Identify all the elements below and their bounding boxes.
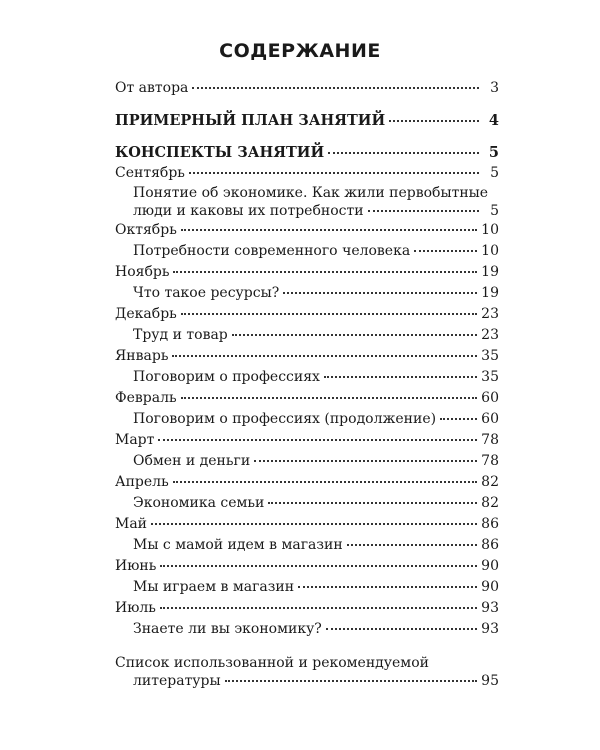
- toc-topic: [115, 241, 499, 262]
- toc-entry-title: Мы с мамой идем в магазин: [133, 537, 343, 553]
- toc-entry-page: 90: [481, 558, 499, 574]
- toc-topic: [115, 325, 499, 346]
- toc-entry-title-line1: Понятие об экономике. Как жили первобытные: [133, 185, 489, 201]
- toc-month: [115, 220, 499, 241]
- toc-month: [115, 514, 499, 535]
- toc-entry-title-line2: люди и каковы их потребности: [133, 203, 364, 219]
- toc-topic: [115, 283, 499, 304]
- toc-section-title: КОНСПЕКТЫ ЗАНЯТИЙ: [115, 144, 325, 161]
- dot-leader: [440, 418, 477, 420]
- toc-entry-title: Май: [115, 516, 148, 532]
- dot-leader: [324, 376, 477, 378]
- toc-entry-title: Декабрь: [115, 306, 177, 322]
- toc-topic: [115, 535, 499, 556]
- toc-entry-title-line2: литературы: [133, 673, 221, 689]
- toc-entry-page: 19: [481, 264, 499, 280]
- dot-leader: [158, 439, 477, 441]
- toc-entry-page: 90: [481, 579, 499, 595]
- toc-entry-title-line1: Список использованной и рекомендуемой: [115, 655, 429, 671]
- dot-leader: [160, 607, 477, 609]
- toc-entry-title: Знаете ли вы экономику?: [133, 621, 322, 637]
- toc-topic: [115, 451, 499, 472]
- dot-leader: [173, 481, 477, 483]
- toc-section-title: ПРИМЕРНЫЙ ПЛАН ЗАНЯТИЙ: [115, 112, 386, 129]
- toc-entry-page: 5: [488, 144, 499, 161]
- dot-leader: [328, 152, 479, 154]
- toc-month: [115, 262, 499, 283]
- dot-leader: [298, 586, 477, 588]
- toc-topic: [115, 367, 499, 388]
- toc-entry-page: 86: [481, 516, 499, 532]
- toc-entry-title: Обмен и деньги: [133, 453, 251, 469]
- dot-leader: [326, 628, 477, 630]
- toc-section: [115, 142, 499, 163]
- dot-leader: [389, 120, 479, 122]
- toc-entry-line2: [115, 672, 499, 690]
- toc-month: [115, 556, 499, 577]
- dot-leader: [232, 334, 477, 336]
- dot-leader: [347, 544, 477, 546]
- toc-entry-title: Февраль: [115, 390, 177, 406]
- toc-entry-title: Потребности современного человека: [133, 243, 411, 259]
- toc-entry-page: 78: [481, 453, 499, 469]
- toc-topic: [115, 619, 499, 640]
- toc-entry-page: 4: [488, 112, 499, 129]
- toc-topic: [115, 577, 499, 598]
- toc-entry-title: Что такое ресурсы?: [133, 285, 280, 301]
- toc-entry-page: 82: [481, 474, 499, 490]
- toc-month: [115, 598, 499, 619]
- toc-entry-page: 78: [481, 432, 499, 448]
- toc-entry-page: 19: [481, 285, 499, 301]
- toc-month: [115, 346, 499, 367]
- toc-entry-page: 5: [490, 203, 499, 219]
- dot-leader: [181, 397, 478, 399]
- toc-entry-line2: [115, 202, 499, 220]
- dot-leader: [368, 210, 479, 212]
- dot-leader: [254, 460, 477, 462]
- toc-entry-page: 86: [481, 537, 499, 553]
- toc-entry-title: Март: [115, 432, 155, 448]
- toc-entry-title: Июнь: [115, 558, 157, 574]
- toc-entry-title: Сентябрь: [115, 165, 185, 181]
- toc-entry-page: 10: [481, 243, 499, 259]
- toc-entry-title: Мы играем в магазин: [133, 579, 295, 595]
- toc-topic: [115, 409, 499, 430]
- dot-leader: [192, 87, 479, 89]
- toc-entry-page: 35: [481, 348, 499, 364]
- toc-month: [115, 430, 499, 451]
- toc-entry-page: 23: [481, 327, 499, 343]
- toc-entry-page: 35: [481, 369, 499, 385]
- toc-entry-page: 60: [481, 411, 499, 427]
- dot-leader: [268, 502, 477, 504]
- toc-entry-title: Ноябрь: [115, 264, 170, 280]
- toc-month: [115, 304, 499, 325]
- dot-leader: [172, 355, 477, 357]
- toc-entry-title: Поговорим о профессиях: [133, 369, 320, 385]
- toc-entry-page: 10: [481, 222, 499, 238]
- dot-leader: [160, 565, 477, 567]
- toc-entry-title: Поговорим о профессиях (продолжение): [133, 411, 437, 427]
- page-title: СОДЕРЖАНИЕ: [219, 40, 381, 62]
- toc-topic-multiline: [115, 184, 499, 220]
- toc-month: [115, 472, 499, 493]
- toc-entry-page: 5: [490, 165, 499, 181]
- toc-entry-title: Труд и товар: [133, 327, 228, 343]
- table-of-contents: [115, 78, 499, 690]
- toc-section: [115, 110, 499, 131]
- toc-entry-title: Апрель: [115, 474, 169, 490]
- toc-topic: [115, 493, 499, 514]
- dot-leader: [283, 292, 477, 294]
- dot-leader: [189, 172, 479, 174]
- toc-month: [115, 388, 499, 409]
- toc-entry-title: Октябрь: [115, 222, 177, 238]
- toc-entry-page: 82: [481, 495, 499, 511]
- toc-entry-title: Январь: [115, 348, 169, 364]
- dot-leader: [151, 523, 477, 525]
- toc-entry-page: 95: [481, 673, 499, 689]
- dot-leader: [181, 229, 477, 231]
- toc-month: [115, 163, 499, 184]
- toc-entry-title: От автора: [115, 80, 189, 96]
- toc-entry-page: 3: [490, 80, 499, 96]
- dot-leader: [225, 680, 478, 682]
- toc-entry-page: 93: [481, 600, 499, 616]
- dot-leader: [173, 271, 477, 273]
- toc-entry-page: 60: [481, 390, 499, 406]
- toc-entry-title: Июль: [115, 600, 156, 616]
- toc-entry-page: 93: [481, 621, 499, 637]
- dot-leader: [414, 250, 477, 252]
- toc-entry-page: 23: [481, 306, 499, 322]
- toc-bibliography: [115, 654, 499, 690]
- toc-entry-title: Экономика семьи: [133, 495, 265, 511]
- toc-entry: [115, 78, 499, 99]
- dot-leader: [181, 313, 477, 315]
